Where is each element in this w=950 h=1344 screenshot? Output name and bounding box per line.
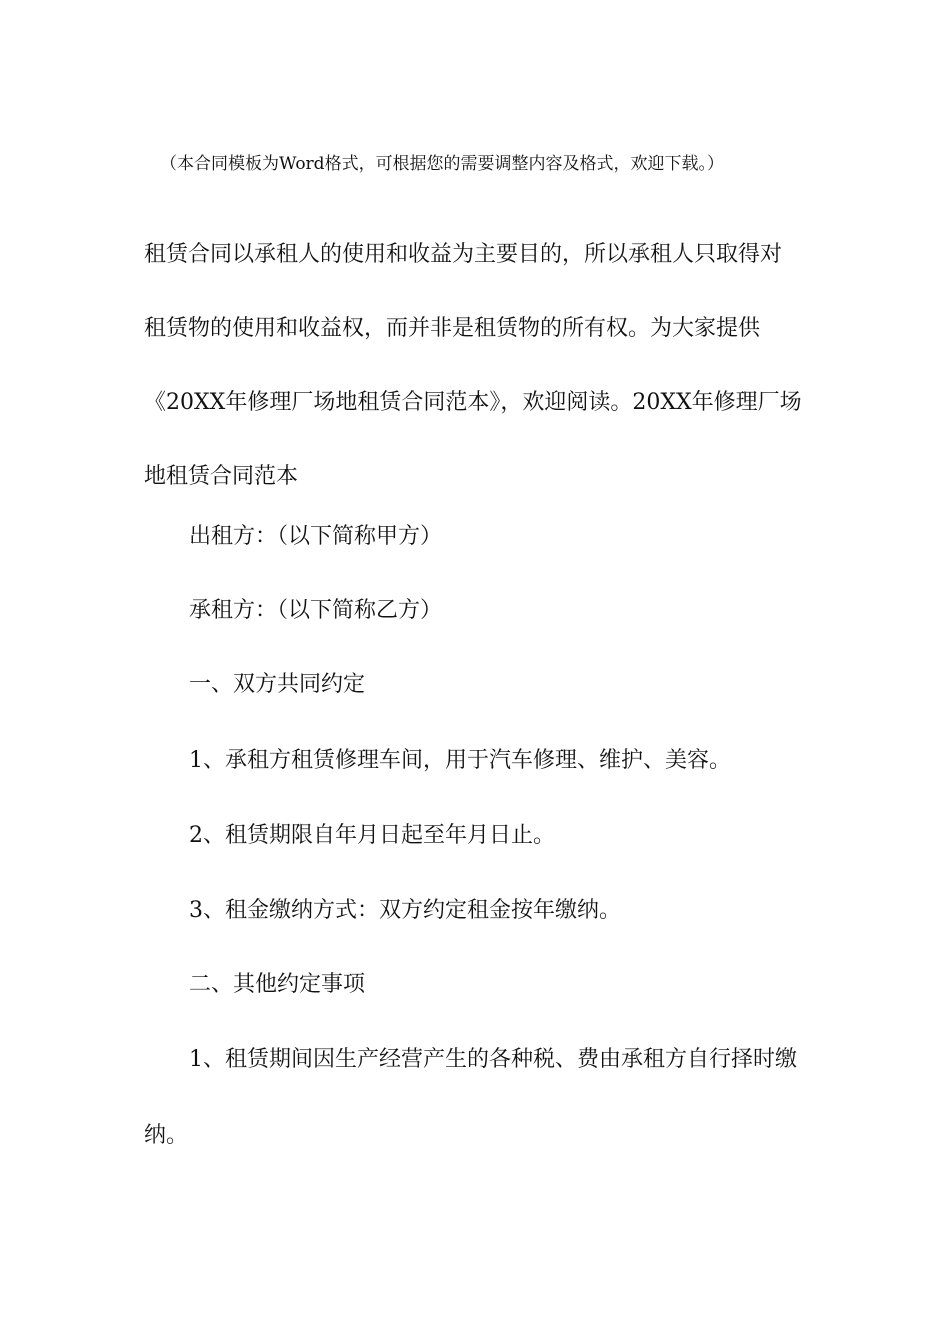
lessor-line: 出租方：（以下简称甲方） [189, 524, 443, 549]
template-note: （本合同模板为Word格式，可根据您的需要调整内容及格式，欢迎下载。） [160, 154, 725, 174]
intro-line: 租赁合同以承租人的使用和收益为主要目的，所以承租人只取得对 [144, 242, 783, 267]
lessee-line: 承租方：（以下简称乙方） [189, 598, 443, 623]
intro-paragraph [144, 218, 814, 514]
section-1-item-2: 2、租赁期限自年月日起至年月日止。 [189, 823, 555, 848]
intro-line: 租赁物的使用和收益权，而并非是租赁物的所有权。为大家提供 [144, 316, 761, 341]
section-1-item-3: 3、租金缴纳方式：双方约定租金按年缴纳。 [189, 898, 621, 923]
section-2-title: 二、其他约定事项 [189, 972, 366, 997]
intro-line: 《20XX年修理厂场地租赁合同范本》，欢迎阅读。20XX年修理厂场 [144, 390, 802, 415]
section-2-item-1-line-2: 纳。 [144, 1123, 189, 1148]
section-1-item-1: 1、承租方租赁修理车间，用于汽车修理、维护、美容。 [189, 748, 731, 773]
section-2-item-1-line-1: 1、租赁期间因生产经营产生的各种税、费由承租方自行择时缴 [189, 1047, 797, 1072]
intro-line: 地租赁合同范本 [144, 464, 299, 489]
section-1-title: 一、双方共同约定 [189, 672, 366, 697]
